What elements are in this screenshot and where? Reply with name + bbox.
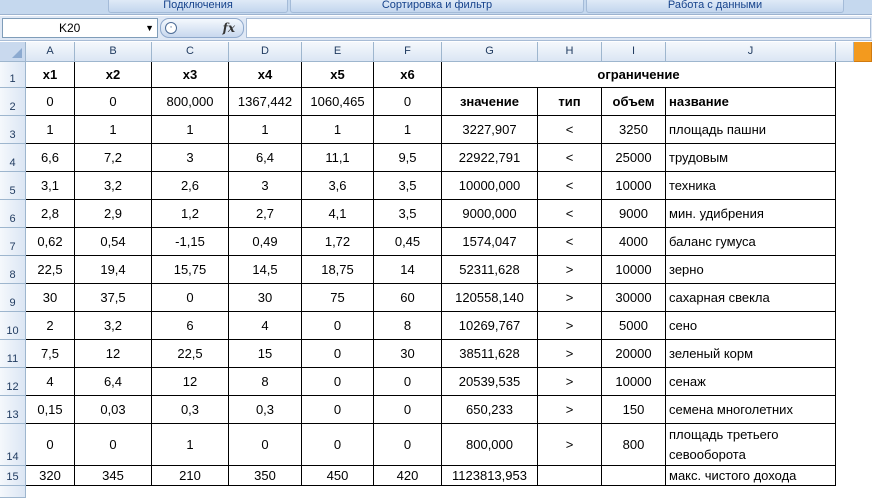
row-header-10[interactable]: 10 bbox=[0, 312, 26, 340]
chevron-down-icon[interactable]: ▼ bbox=[145, 23, 154, 33]
cell-g15[interactable]: 1123813,953 bbox=[442, 466, 538, 486]
column-header-d[interactable]: D bbox=[229, 42, 302, 62]
cell-j5[interactable]: техника bbox=[666, 172, 836, 200]
name-box[interactable] bbox=[2, 18, 158, 38]
cell-h15[interactable] bbox=[538, 466, 602, 486]
cell-f8[interactable]: 14 bbox=[374, 256, 442, 284]
cell-a5[interactable]: 3,1 bbox=[26, 172, 75, 200]
cell-g10[interactable]: 10269,767 bbox=[442, 312, 538, 340]
cell-d14[interactable]: 0 bbox=[229, 424, 302, 466]
column-header-a[interactable]: A bbox=[26, 42, 75, 62]
cell-e12[interactable]: 0 bbox=[302, 368, 374, 396]
cell-e5[interactable]: 3,6 bbox=[302, 172, 374, 200]
row-header-5[interactable]: 5 bbox=[0, 172, 26, 200]
row-header-14[interactable]: 14 bbox=[0, 424, 26, 466]
column-header-c[interactable]: C bbox=[152, 42, 229, 62]
cell-e13[interactable]: 0 bbox=[302, 396, 374, 424]
column-header-j[interactable]: J bbox=[666, 42, 836, 62]
cell-d3[interactable]: 1 bbox=[229, 116, 302, 144]
cell-c5[interactable]: 2,6 bbox=[152, 172, 229, 200]
cell-g8[interactable]: 52311,628 bbox=[442, 256, 538, 284]
cell-j13[interactable]: семена многолетних bbox=[666, 396, 836, 424]
cell-a6[interactable]: 2,8 bbox=[26, 200, 75, 228]
cell-j9[interactable]: сахарная свекла bbox=[666, 284, 836, 312]
cell-i13[interactable]: 150 bbox=[602, 396, 666, 424]
cell-j10[interactable]: сено bbox=[666, 312, 836, 340]
cell-g5[interactable]: 10000,000 bbox=[442, 172, 538, 200]
cell-f6[interactable]: 3,5 bbox=[374, 200, 442, 228]
cell-a15[interactable]: 320 bbox=[26, 466, 75, 486]
cell-f15[interactable]: 420 bbox=[374, 466, 442, 486]
cell-a9[interactable]: 30 bbox=[26, 284, 75, 312]
cell-g14[interactable]: 800,000 bbox=[442, 424, 538, 466]
cell-d1[interactable]: x4 bbox=[229, 62, 302, 88]
cell-d4[interactable]: 6,4 bbox=[229, 144, 302, 172]
cell-h5[interactable]: < bbox=[538, 172, 602, 200]
cell-d5[interactable]: 3 bbox=[229, 172, 302, 200]
cell-f13[interactable]: 0 bbox=[374, 396, 442, 424]
cell-f5[interactable]: 3,5 bbox=[374, 172, 442, 200]
cell-h3[interactable]: < bbox=[538, 116, 602, 144]
select-all-button[interactable] bbox=[0, 42, 26, 62]
cell-j8[interactable]: зерно bbox=[666, 256, 836, 284]
formula-tools bbox=[160, 18, 244, 38]
cell-j3[interactable]: площадь пашни bbox=[666, 116, 836, 144]
cell-f1[interactable]: x6 bbox=[374, 62, 442, 88]
cell-c1[interactable]: x3 bbox=[152, 62, 229, 88]
cell-h4[interactable]: < bbox=[538, 144, 602, 172]
row-header-7[interactable]: 7 bbox=[0, 228, 26, 256]
cell-h9[interactable]: > bbox=[538, 284, 602, 312]
formula-bar bbox=[0, 16, 872, 41]
insert-function-icon[interactable]: fx bbox=[222, 21, 235, 35]
cell-a8[interactable]: 22,5 bbox=[26, 256, 75, 284]
cell-h11[interactable]: > bbox=[538, 340, 602, 368]
ribbon-group-connections[interactable]: Подключения bbox=[108, 0, 288, 13]
cell-b15[interactable]: 345 bbox=[75, 466, 152, 486]
cell-e7[interactable]: 1,72 bbox=[302, 228, 374, 256]
cell-a2[interactable]: 0 bbox=[26, 88, 75, 116]
cell-c10[interactable]: 6 bbox=[152, 312, 229, 340]
cell-g6[interactable]: 9000,000 bbox=[442, 200, 538, 228]
cell-e8[interactable]: 18,75 bbox=[302, 256, 374, 284]
cell-f7[interactable]: 0,45 bbox=[374, 228, 442, 256]
cell-j12[interactable]: сенаж bbox=[666, 368, 836, 396]
cell-a1[interactable]: x1 bbox=[26, 62, 75, 88]
cell-g4[interactable]: 22922,791 bbox=[442, 144, 538, 172]
cell-g12[interactable]: 20539,535 bbox=[442, 368, 538, 396]
cell-d7[interactable]: 0,49 bbox=[229, 228, 302, 256]
cell-c7[interactable]: -1,15 bbox=[152, 228, 229, 256]
cell-j7[interactable]: баланс гумуса bbox=[666, 228, 836, 256]
cell-b3[interactable]: 1 bbox=[75, 116, 152, 144]
cell-i3[interactable]: 3250 bbox=[602, 116, 666, 144]
merged-header-constraints[interactable]: ограничение bbox=[442, 62, 836, 88]
cell-c14[interactable]: 1 bbox=[152, 424, 229, 466]
cell-d2[interactable]: 1367,442 bbox=[229, 88, 302, 116]
row-header-9[interactable]: 9 bbox=[0, 284, 26, 312]
ribbon-group-data-tools[interactable]: Работа с данными bbox=[586, 0, 844, 13]
ribbon-group-sort-filter[interactable]: Сортировка и фильтр bbox=[290, 0, 584, 13]
cell-a7[interactable]: 0,62 bbox=[26, 228, 75, 256]
cell-c9[interactable]: 0 bbox=[152, 284, 229, 312]
column-header-i[interactable]: I bbox=[602, 42, 666, 62]
cell-e2[interactable]: 1060,465 bbox=[302, 88, 374, 116]
cell-f9[interactable]: 60 bbox=[374, 284, 442, 312]
cell-c12[interactable]: 12 bbox=[152, 368, 229, 396]
cell-j11[interactable]: зеленый корм bbox=[666, 340, 836, 368]
cell-f14[interactable]: 0 bbox=[374, 424, 442, 466]
cell-h8[interactable]: > bbox=[538, 256, 602, 284]
cell-d11[interactable]: 15 bbox=[229, 340, 302, 368]
row-header-11[interactable]: 11 bbox=[0, 340, 26, 368]
cell-d13[interactable]: 0,3 bbox=[229, 396, 302, 424]
cell-f11[interactable]: 30 bbox=[374, 340, 442, 368]
cell-c2[interactable]: 800,000 bbox=[152, 88, 229, 116]
cell-b14[interactable]: 0 bbox=[75, 424, 152, 466]
cell-c3[interactable]: 1 bbox=[152, 116, 229, 144]
cell-f4[interactable]: 9,5 bbox=[374, 144, 442, 172]
column-header-g[interactable]: G bbox=[442, 42, 538, 62]
cell-g2[interactable]: значение bbox=[442, 88, 538, 116]
cell-j14[interactable]: площадь третьего севооборота bbox=[666, 424, 836, 466]
cell-f10[interactable]: 8 bbox=[374, 312, 442, 340]
row-header-12[interactable]: 12 bbox=[0, 368, 26, 396]
cell-e3[interactable]: 1 bbox=[302, 116, 374, 144]
column-header-extra[interactable] bbox=[836, 42, 854, 62]
cell-j4[interactable]: трудовым bbox=[666, 144, 836, 172]
cell-h10[interactable]: > bbox=[538, 312, 602, 340]
cell-i10[interactable]: 5000 bbox=[602, 312, 666, 340]
cell-e10[interactable]: 0 bbox=[302, 312, 374, 340]
cell-c13[interactable]: 0,3 bbox=[152, 396, 229, 424]
cell-c8[interactable]: 15,75 bbox=[152, 256, 229, 284]
cell-a10[interactable]: 2 bbox=[26, 312, 75, 340]
cell-h6[interactable]: < bbox=[538, 200, 602, 228]
cell-b13[interactable]: 0,03 bbox=[75, 396, 152, 424]
cell-i9[interactable]: 30000 bbox=[602, 284, 666, 312]
cell-b10[interactable]: 3,2 bbox=[75, 312, 152, 340]
cell-a4[interactable]: 6,6 bbox=[26, 144, 75, 172]
scrollbar-corner[interactable] bbox=[854, 42, 872, 62]
cell-a11[interactable]: 7,5 bbox=[26, 340, 75, 368]
cell-i14[interactable]: 800 bbox=[602, 424, 666, 466]
cell-b8[interactable]: 19,4 bbox=[75, 256, 152, 284]
cell-a3[interactable]: 1 bbox=[26, 116, 75, 144]
row-header-15[interactable]: 15 bbox=[0, 466, 26, 486]
cell-j6[interactable]: мин. удибрения bbox=[666, 200, 836, 228]
ribbon bbox=[0, 0, 872, 15]
cell-i8[interactable]: 10000 bbox=[602, 256, 666, 284]
cell-b1[interactable]: x2 bbox=[75, 62, 152, 88]
cell-d10[interactable]: 4 bbox=[229, 312, 302, 340]
row-header-16[interactable] bbox=[0, 486, 26, 498]
row-header-4[interactable]: 4 bbox=[0, 144, 26, 172]
row-header-3[interactable]: 3 bbox=[0, 116, 26, 144]
cell-f2[interactable]: 0 bbox=[374, 88, 442, 116]
cell-c4[interactable]: 3 bbox=[152, 144, 229, 172]
row-header-8[interactable]: 8 bbox=[0, 256, 26, 284]
cell-e9[interactable]: 75 bbox=[302, 284, 374, 312]
cell-i2[interactable]: объем bbox=[602, 88, 666, 116]
cell-h14[interactable]: > bbox=[538, 424, 602, 466]
cell-b2[interactable]: 0 bbox=[75, 88, 152, 116]
cell-h12[interactable]: > bbox=[538, 368, 602, 396]
cell-d8[interactable]: 14,5 bbox=[229, 256, 302, 284]
cell-e15[interactable]: 450 bbox=[302, 466, 374, 486]
cell-e14[interactable]: 0 bbox=[302, 424, 374, 466]
row-header-6[interactable]: 6 bbox=[0, 200, 26, 228]
column-header-h[interactable]: H bbox=[538, 42, 602, 62]
cell-g7[interactable]: 1574,047 bbox=[442, 228, 538, 256]
cell-d12[interactable]: 8 bbox=[229, 368, 302, 396]
cell-c11[interactable]: 22,5 bbox=[152, 340, 229, 368]
row-header-13[interactable]: 13 bbox=[0, 396, 26, 424]
cell-i5[interactable]: 10000 bbox=[602, 172, 666, 200]
row-header-2[interactable]: 2 bbox=[0, 88, 26, 116]
cell-f12[interactable]: 0 bbox=[374, 368, 442, 396]
name-box-value: K20 bbox=[59, 21, 81, 35]
cell-b5[interactable]: 3,2 bbox=[75, 172, 152, 200]
cell-d6[interactable]: 2,7 bbox=[229, 200, 302, 228]
cell-b6[interactable]: 2,9 bbox=[75, 200, 152, 228]
cell-i15[interactable] bbox=[602, 466, 666, 486]
column-header-e[interactable]: E bbox=[302, 42, 374, 62]
expand-circle-icon[interactable]: ◦ bbox=[165, 22, 177, 34]
cell-i4[interactable]: 25000 bbox=[602, 144, 666, 172]
cell-a14[interactable]: 0 bbox=[26, 424, 75, 466]
cell-f3[interactable]: 1 bbox=[374, 116, 442, 144]
cell-c15[interactable]: 210 bbox=[152, 466, 229, 486]
cell-b7[interactable]: 0,54 bbox=[75, 228, 152, 256]
cell-g3[interactable]: 3227,907 bbox=[442, 116, 538, 144]
cell-c6[interactable]: 1,2 bbox=[152, 200, 229, 228]
cell-i7[interactable]: 4000 bbox=[602, 228, 666, 256]
cell-g11[interactable]: 38511,628 bbox=[442, 340, 538, 368]
cell-e1[interactable]: x5 bbox=[302, 62, 374, 88]
cell-j15[interactable]: макс. чистого дохода bbox=[666, 466, 836, 486]
cell-b9[interactable]: 37,5 bbox=[75, 284, 152, 312]
column-header-f[interactable]: F bbox=[374, 42, 442, 62]
cell-h13[interactable]: > bbox=[538, 396, 602, 424]
cell-b4[interactable]: 7,2 bbox=[75, 144, 152, 172]
cell-h7[interactable]: < bbox=[538, 228, 602, 256]
column-header-b[interactable]: B bbox=[75, 42, 152, 62]
cell-j2[interactable]: название bbox=[666, 88, 836, 116]
row-header-1[interactable]: 1 bbox=[0, 62, 26, 88]
cell-g13[interactable]: 650,233 bbox=[442, 396, 538, 424]
formula-input[interactable] bbox=[246, 18, 871, 38]
cell-i11[interactable]: 20000 bbox=[602, 340, 666, 368]
cell-e11[interactable]: 0 bbox=[302, 340, 374, 368]
cell-d9[interactable]: 30 bbox=[229, 284, 302, 312]
cell-e6[interactable]: 4,1 bbox=[302, 200, 374, 228]
cell-b11[interactable]: 12 bbox=[75, 340, 152, 368]
cell-b12[interactable]: 6,4 bbox=[75, 368, 152, 396]
cell-i6[interactable]: 9000 bbox=[602, 200, 666, 228]
cell-a12[interactable]: 4 bbox=[26, 368, 75, 396]
cell-a13[interactable]: 0,15 bbox=[26, 396, 75, 424]
cell-e4[interactable]: 11,1 bbox=[302, 144, 374, 172]
cell-h2[interactable]: тип bbox=[538, 88, 602, 116]
cell-g9[interactable]: 120558,140 bbox=[442, 284, 538, 312]
cell-d15[interactable]: 350 bbox=[229, 466, 302, 486]
cell-i12[interactable]: 10000 bbox=[602, 368, 666, 396]
